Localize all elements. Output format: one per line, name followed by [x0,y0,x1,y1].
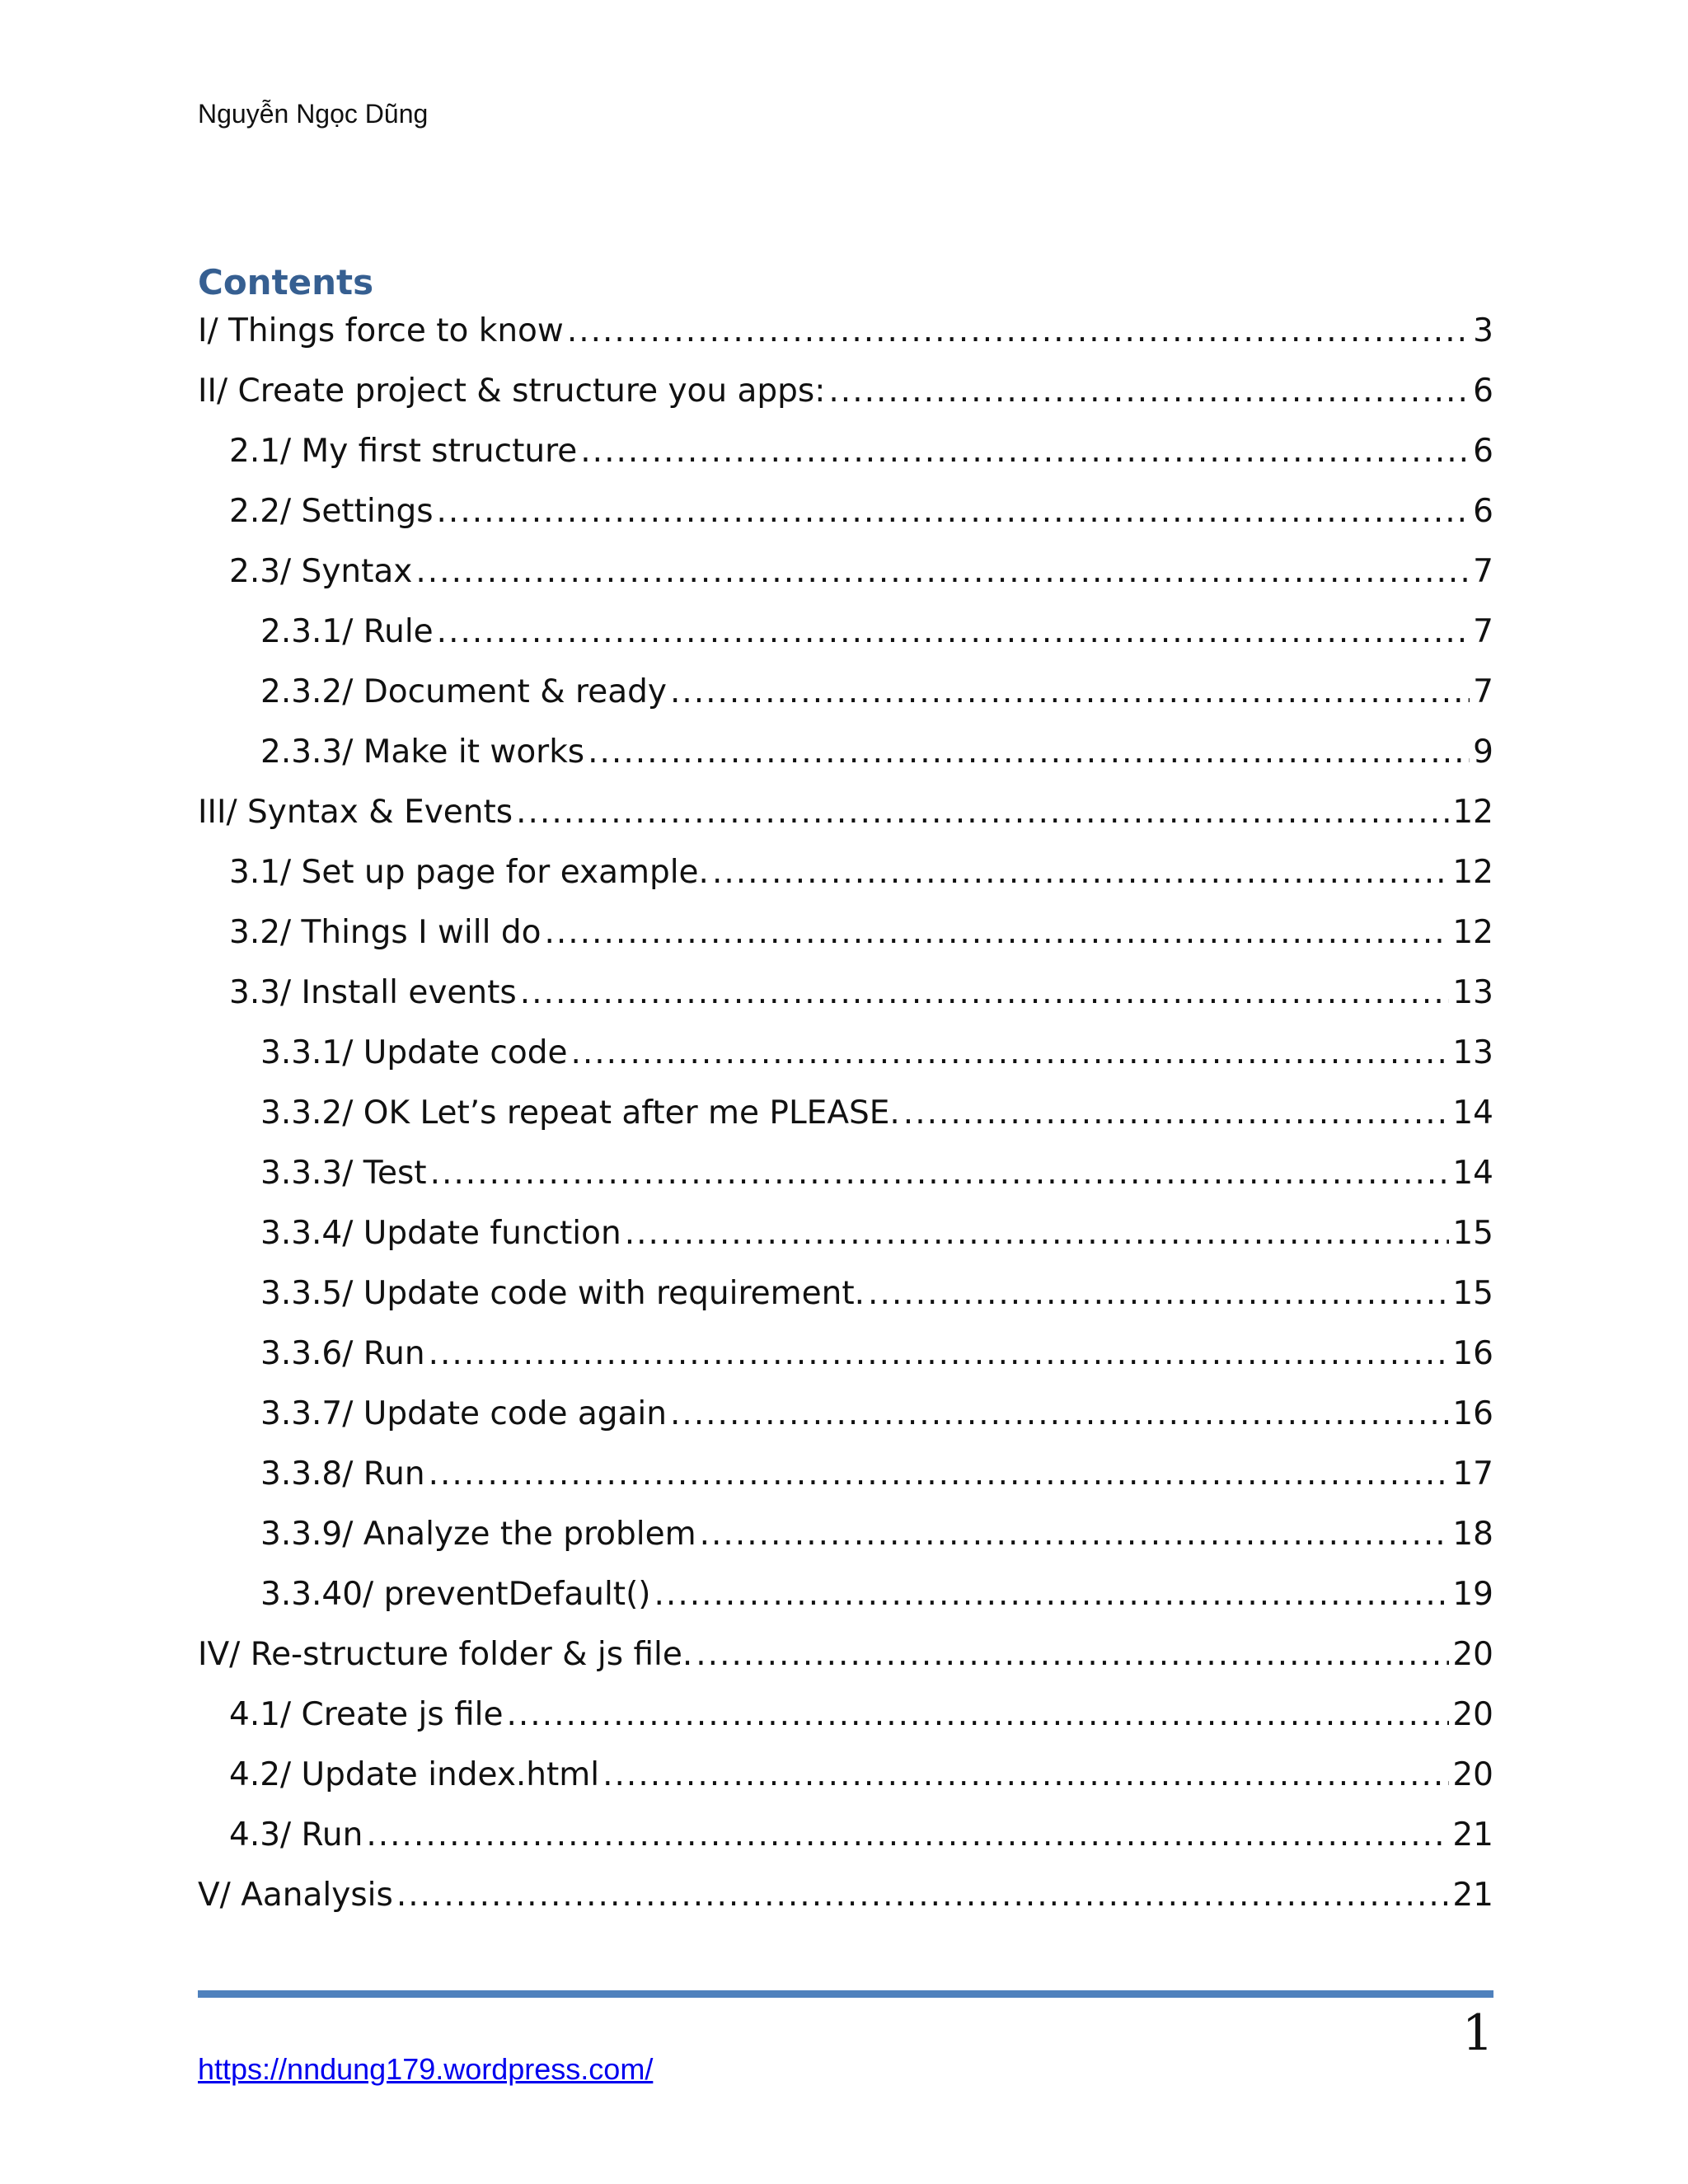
toc-entry-page: 13 [1452,1034,1493,1071]
toc-dot-leader [507,1690,1450,1740]
toc-entry[interactable] [198,367,1493,427]
toc-entry[interactable] [198,908,1493,968]
toc-dot-leader [415,547,1470,597]
toc-entry-page: 6 [1473,493,1493,530]
toc-entry-title: 3.1/ Set up page for example. [229,854,709,891]
toc-entry-page: 6 [1473,373,1493,410]
toc-entry[interactable] [198,1811,1493,1871]
toc-entry-title: 3.3.40/ preventDefault() [260,1576,651,1613]
toc-entry-page: 12 [1452,794,1493,831]
toc-entry[interactable] [198,1089,1493,1149]
toc-dot-leader [516,788,1449,837]
toc-dot-leader [544,908,1449,958]
toc-dot-leader [603,1750,1449,1800]
toc-entry-title: IV/ Re-structure folder & js file. [198,1636,693,1673]
toc-entry-title: 3.3.3/ Test [260,1155,427,1192]
toc-entry-page: 17 [1452,1455,1493,1493]
toc-entry-page: 9 [1473,733,1493,771]
toc-dot-leader [588,728,1470,777]
toc-dot-leader [903,1089,1450,1138]
toc-entry-page: 20 [1452,1696,1493,1733]
toc-dot-leader [868,1269,1449,1319]
toc-dot-leader [700,1510,1450,1559]
toc-dot-leader [437,487,1470,537]
toc-entry-title: 3.3.7/ Update code again [260,1395,667,1432]
toc-dot-leader [366,1811,1449,1860]
toc-entry[interactable] [198,788,1493,848]
toc-entry-page: 12 [1452,914,1493,951]
toc-entry-title: 4.3/ Run [229,1816,363,1854]
toc-dot-leader [654,1570,1450,1619]
toc-entry-page: 14 [1452,1155,1493,1192]
toc-entry-page: 21 [1452,1816,1493,1854]
toc-entry-page: 12 [1452,854,1493,891]
toc-entry-page: 16 [1452,1335,1493,1372]
toc-dot-leader [625,1209,1450,1258]
toc-entry-page: 7 [1473,553,1493,590]
toc-entry-title: III/ Syntax & Events [198,794,513,831]
toc-entry-page: 6 [1473,433,1493,470]
toc-entry-page: 16 [1452,1395,1493,1432]
toc-entry[interactable] [198,848,1493,908]
toc-entry-title: 2.1/ My first structure [229,433,578,470]
toc-entry[interactable] [198,668,1493,728]
toc-entry-title: 4.1/ Create js file [229,1696,504,1733]
toc-dot-leader [437,607,1470,657]
toc-entry-title: I/ Things force to know [198,312,564,349]
toc-entry-page: 14 [1452,1094,1493,1132]
toc-dot-leader [520,968,1450,1018]
toc-entry-title: 3.3.6/ Run [260,1335,425,1372]
toc-entry-page: 13 [1452,974,1493,1011]
toc-entry[interactable] [198,547,1493,607]
toc-entry-title: 3.3/ Install events [229,974,517,1011]
toc-entry[interactable] [198,1630,1493,1690]
toc-dot-leader [670,668,1470,717]
toc-entry[interactable] [198,1750,1493,1811]
toc-entry[interactable] [198,1269,1493,1329]
toc-dot-leader [429,1329,1450,1379]
toc-entry-title: V/ Aanalysis [198,1877,393,1914]
toc-entry-title: 3.3.5/ Update code with requirement. [260,1275,865,1312]
toc-dot-leader [696,1630,1449,1680]
toc-dot-leader [828,367,1470,416]
toc-entry-title: 2.3.1/ Rule [260,613,434,650]
toc-dot-leader [570,1029,1449,1078]
toc-entry[interactable] [198,307,1493,367]
page-number: 1 [1461,2004,1493,2062]
toc-entry-title: 4.2/ Update index.html [229,1756,600,1793]
toc-entry[interactable] [198,1029,1493,1089]
toc-heading: Contents [198,262,374,302]
toc-entry[interactable] [198,1390,1493,1450]
toc-entry[interactable] [198,1871,1493,1931]
toc-entry-title: 2.3.3/ Make it works [260,733,585,771]
toc-entry-title: 3.3.8/ Run [260,1455,425,1493]
toc-entry-title: 2.2/ Settings [229,493,434,530]
toc-entry-page: 3 [1473,312,1493,349]
toc-entry[interactable] [198,1450,1493,1510]
toc-entry[interactable] [198,1329,1493,1390]
toc-dot-leader [712,848,1449,898]
header-author: Nguyễn Ngọc Dũng [198,99,429,129]
toc-entry[interactable] [198,1690,1493,1750]
toc-dot-leader [429,1450,1450,1499]
toc-dot-leader [396,1871,1450,1920]
table-of-contents [198,307,1493,1931]
toc-dot-leader [567,307,1470,356]
toc-entry[interactable] [198,1570,1493,1630]
toc-entry-title: 2.3.2/ Document & ready [260,673,667,710]
toc-entry[interactable] [198,728,1493,788]
footer-divider [198,1990,1493,1998]
toc-entry-page: 19 [1452,1576,1493,1613]
toc-entry-title: 3.3.9/ Analyze the problem [260,1516,696,1553]
toc-entry-page: 20 [1452,1756,1493,1793]
toc-entry-page: 20 [1452,1636,1493,1673]
toc-entry[interactable] [198,1149,1493,1209]
toc-entry[interactable] [198,427,1493,487]
toc-entry[interactable] [198,1510,1493,1570]
toc-dot-leader [670,1390,1449,1439]
toc-entry-page: 15 [1452,1215,1493,1252]
toc-entry-title: 3.3.4/ Update function [260,1215,621,1252]
toc-entry[interactable] [198,968,1493,1029]
toc-entry-page: 21 [1452,1877,1493,1914]
toc-entry[interactable] [198,607,1493,668]
toc-entry-title: II/ Create project & structure you apps: [198,373,826,410]
toc-entry-page: 15 [1452,1275,1493,1312]
footer-url-link[interactable]: https://nndung179.wordpress.com/ [198,2052,654,2086]
toc-entry-title: 3.3.2/ OK Let’s repeat after me PLEASE. [260,1094,900,1132]
toc-dot-leader [430,1149,1450,1198]
toc-entry-title: 3.3.1/ Update code [260,1034,568,1071]
toc-entry-title: 2.3/ Syntax [229,553,413,590]
toc-entry-page: 18 [1452,1516,1493,1553]
toc-entry[interactable] [198,487,1493,547]
toc-entry[interactable] [198,1209,1493,1269]
toc-entry-page: 7 [1473,613,1493,650]
toc-entry-page: 7 [1473,673,1493,710]
toc-entry-title: 3.2/ Things I will do [229,914,542,951]
toc-dot-leader [580,427,1470,476]
